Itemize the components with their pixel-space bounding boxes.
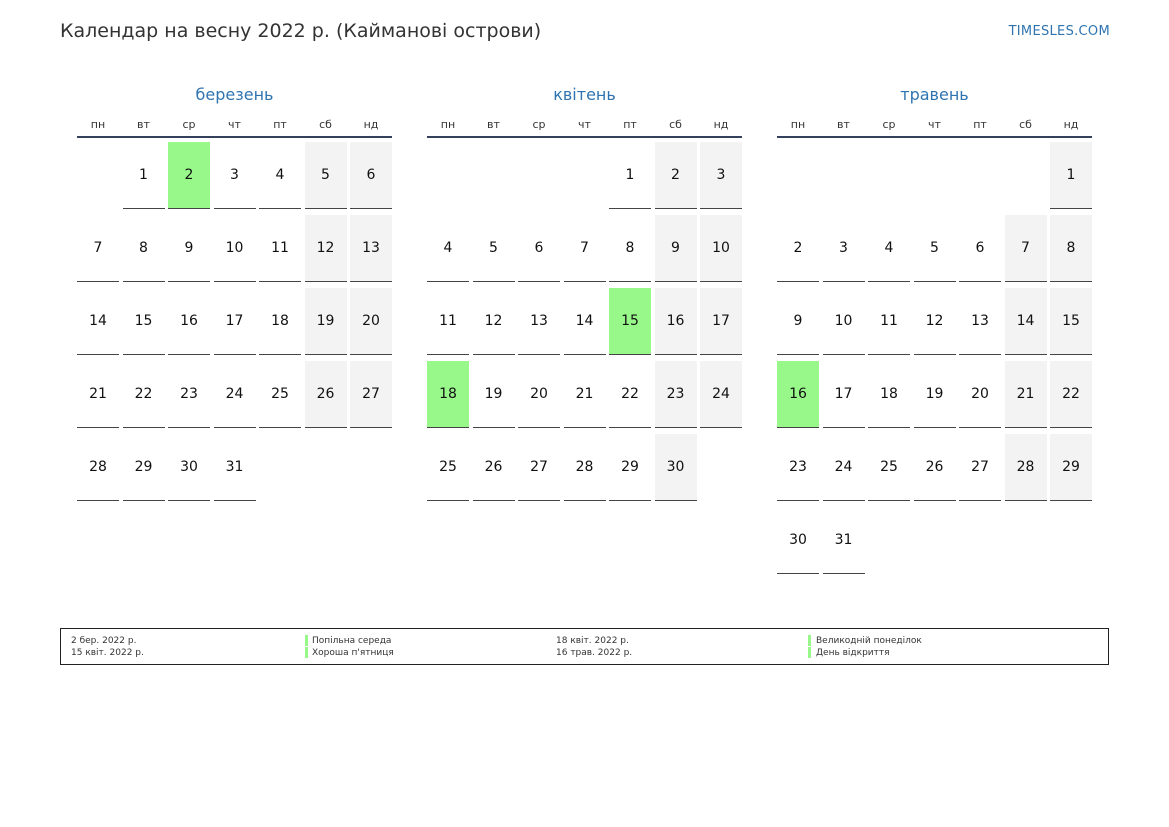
weekday-label: нд [713,118,729,131]
day-cell: 25 [868,434,910,501]
weekday-label: пн [790,118,806,131]
day-cell: 6 [518,215,560,282]
day-cell: 4 [259,142,301,209]
legend-date: 2 бер. 2022 р. [71,636,137,646]
holiday-marker [305,635,308,646]
day-cell: 8 [1050,215,1092,282]
day-cell: 18 [259,288,301,355]
day-cell: 12 [473,288,515,355]
day-cell: 21 [1005,361,1047,428]
day-cell: 28 [564,434,606,501]
day-cell: 30 [168,434,210,501]
weekday-label: сб [669,118,682,131]
day-cell: 4 [868,215,910,282]
day-cell: 20 [518,361,560,428]
legend-date: 15 квіт. 2022 р. [71,648,144,658]
day-cell: 16 [168,288,210,355]
day-cell: 26 [914,434,956,501]
day-cell: 5 [914,215,956,282]
weekday-label: сб [319,118,332,131]
day-cell: 13 [959,288,1001,355]
day-cell: 24 [823,434,865,501]
day-cell: 8 [609,215,651,282]
day-cell: 5 [305,142,347,209]
day-cell: 14 [564,288,606,355]
day-cell: 24 [214,361,256,428]
day-cell: 2 [655,142,697,209]
weekday-label: нд [1063,118,1079,131]
day-cell: 20 [350,288,392,355]
day-cell: 23 [655,361,697,428]
day-cell: 11 [259,215,301,282]
day-cell: 29 [123,434,165,501]
day-cell: 11 [868,288,910,355]
day-cell: 20 [959,361,1001,428]
day-cell: 15 [123,288,165,355]
month-may [777,82,1092,582]
day-cell: 21 [77,361,119,428]
day-grid [427,142,742,582]
holiday-day-cell: 2 [168,142,210,209]
day-cell: 7 [564,215,606,282]
day-cell: 25 [427,434,469,501]
day-cell: 19 [914,361,956,428]
holiday-legend [60,628,1109,665]
day-cell: 12 [305,215,347,282]
weekday-header [427,114,742,138]
holiday-marker [808,647,811,658]
day-cell: 19 [305,288,347,355]
day-cell: 22 [1050,361,1092,428]
day-cell: 6 [350,142,392,209]
day-cell: 30 [655,434,697,501]
day-cell: 23 [168,361,210,428]
day-cell: 10 [214,215,256,282]
day-cell: 26 [305,361,347,428]
weekday-header [777,114,1092,138]
weekday-header [77,114,392,138]
day-cell: 5 [473,215,515,282]
day-cell: 2 [777,215,819,282]
day-cell: 15 [1050,288,1092,355]
day-cell: 3 [823,215,865,282]
day-cell: 8 [123,215,165,282]
legend-holiday-name: День відкриття [816,648,890,658]
day-cell: 31 [214,434,256,501]
legend-date: 16 трав. 2022 р. [556,648,633,658]
weekday-label: чт [928,118,941,131]
weekday-label: вт [487,118,500,131]
day-cell: 17 [823,361,865,428]
day-cell: 24 [700,361,742,428]
day-cell: 18 [868,361,910,428]
weekday-label: чт [578,118,591,131]
day-cell: 22 [123,361,165,428]
day-cell: 29 [609,434,651,501]
day-cell: 22 [609,361,651,428]
day-cell: 10 [700,215,742,282]
day-cell: 17 [214,288,256,355]
day-cell: 28 [1005,434,1047,501]
day-cell: 19 [473,361,515,428]
day-cell: 27 [959,434,1001,501]
day-cell: 13 [350,215,392,282]
day-cell: 9 [168,215,210,282]
day-cell: 14 [77,288,119,355]
day-cell: 21 [564,361,606,428]
day-cell: 12 [914,288,956,355]
weekday-label: чт [228,118,241,131]
weekday-label: вт [837,118,850,131]
page-title: Календар на весну 2022 р. (Кайманові острови) [60,20,542,42]
day-cell: 1 [1050,142,1092,209]
month-name: квітень [553,85,616,104]
day-cell: 17 [700,288,742,355]
weekday-label: ср [532,118,546,131]
day-cell: 13 [518,288,560,355]
legend-holiday-name: Великодній понеділок [816,636,922,646]
legend-holiday-name: Хороша п'ятниця [312,648,394,658]
holiday-day-cell: 18 [427,361,469,428]
day-cell: 10 [823,288,865,355]
month-name: березень [195,85,274,104]
weekday-label: пн [90,118,106,131]
day-grid [77,142,392,582]
weekday-label: ср [182,118,196,131]
site-link[interactable]: TIMESLES.COM [1008,24,1110,39]
day-cell: 1 [123,142,165,209]
month-april [427,82,742,582]
weekday-label: пн [440,118,456,131]
month-march [77,82,392,582]
day-cell: 1 [609,142,651,209]
day-cell: 27 [350,361,392,428]
day-cell: 3 [214,142,256,209]
day-cell: 7 [1005,215,1047,282]
weekday-label: сб [1019,118,1032,131]
day-cell: 16 [655,288,697,355]
day-cell: 7 [77,215,119,282]
day-cell: 3 [700,142,742,209]
legend-holiday-name: Попільна середа [312,636,392,646]
holiday-marker [305,647,308,658]
weekday-label: ср [882,118,896,131]
day-cell: 9 [777,288,819,355]
legend-date: 18 квіт. 2022 р. [556,636,629,646]
weekday-label: нд [363,118,379,131]
day-cell: 28 [77,434,119,501]
holiday-day-cell: 16 [777,361,819,428]
day-cell: 27 [518,434,560,501]
weekday-label: вт [137,118,150,131]
day-cell: 30 [777,507,819,574]
day-cell: 23 [777,434,819,501]
weekday-label: пт [273,118,287,131]
month-name: травень [900,85,969,104]
day-cell: 14 [1005,288,1047,355]
weekday-label: пт [623,118,637,131]
day-cell: 11 [427,288,469,355]
weekday-label: пт [973,118,987,131]
holiday-marker [808,635,811,646]
day-cell: 29 [1050,434,1092,501]
day-grid [777,142,1092,582]
holiday-day-cell: 15 [609,288,651,355]
day-cell: 9 [655,215,697,282]
day-cell: 26 [473,434,515,501]
day-cell: 25 [259,361,301,428]
day-cell: 4 [427,215,469,282]
day-cell: 6 [959,215,1001,282]
day-cell: 31 [823,507,865,574]
